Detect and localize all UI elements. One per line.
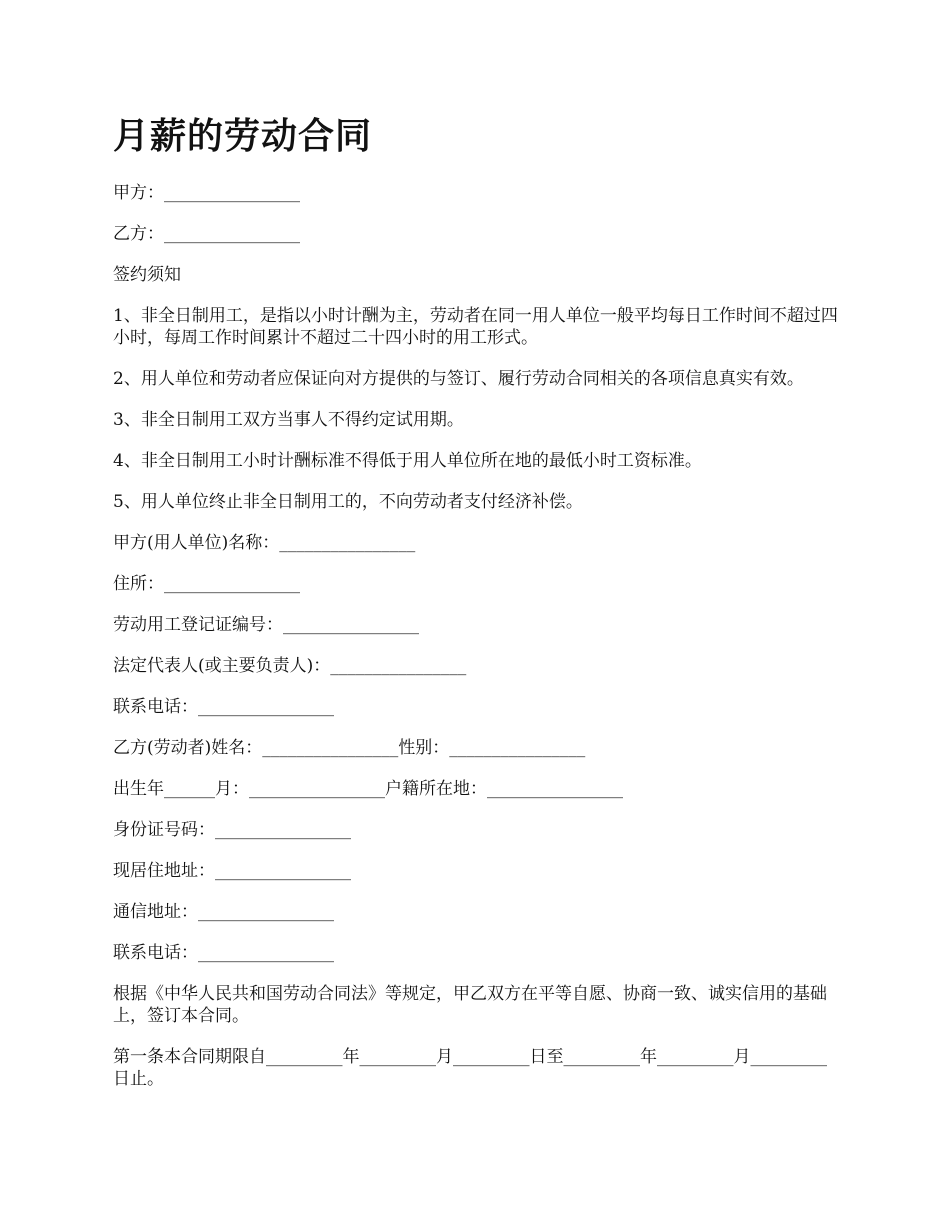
id-number-line: 身份证号码：________________	[113, 820, 351, 840]
employer-phone-line: 联系电话：________________	[113, 697, 334, 717]
article-1-term: 第一条本合同期限自_________年_________月_________日至_________年_________月_________日止。	[113, 1047, 827, 1089]
document-title: 月薪的劳动合同	[113, 115, 373, 157]
document-page	[113, 112, 843, 1109]
legal-basis-paragraph: 根据《中华人民共和国劳动合同法》等规定，甲乙双方在平等自愿、协商一致、诚实信用的基础上，签订本合同。	[113, 984, 827, 1026]
employee-name-gender-line: 乙方(劳动者)姓名：________________性别：________________	[113, 738, 586, 758]
mailing-address-line: 通信地址：________________	[113, 902, 334, 922]
party-b-line: 乙方：________________	[113, 224, 300, 244]
signing-notice-heading: 签约须知	[113, 265, 181, 285]
notice-item-2: 2、用人单位和劳动者应保证向对方提供的与签订、履行劳动合同相关的各项信息真实有效。	[113, 369, 804, 389]
legal-representative-line: 法定代表人(或主要负责人)：________________	[113, 656, 467, 676]
notice-item-5: 5、用人单位终止非全日制用工的，不向劳动者支付经济补偿。	[113, 492, 583, 512]
employee-phone-line: 联系电话：________________	[113, 943, 334, 963]
employer-address-line: 住所：________________	[113, 574, 300, 594]
notice-item-4: 4、非全日制用工小时计酬标准不得低于用人单位所在地的最低小时工资标准。	[113, 451, 702, 471]
employment-registration-line: 劳动用工登记证编号：________________	[113, 615, 419, 635]
party-a-line: 甲方：________________	[113, 183, 300, 203]
notice-item-3: 3、非全日制用工双方当事人不得约定试用期。	[113, 410, 464, 430]
birth-household-line: 出生年______月：________________户籍所在地：________________	[113, 779, 623, 799]
notice-item-1: 1、非全日制用工，是指以小时计酬为主，劳动者在同一用人单位一般平均每日工作时间不超过四小时，每周工作时间累计不超过二十四小时的用工形式。	[113, 306, 838, 348]
employer-name-line: 甲方(用人单位)名称：________________	[113, 533, 416, 553]
current-address-line: 现居住地址：________________	[113, 861, 351, 881]
